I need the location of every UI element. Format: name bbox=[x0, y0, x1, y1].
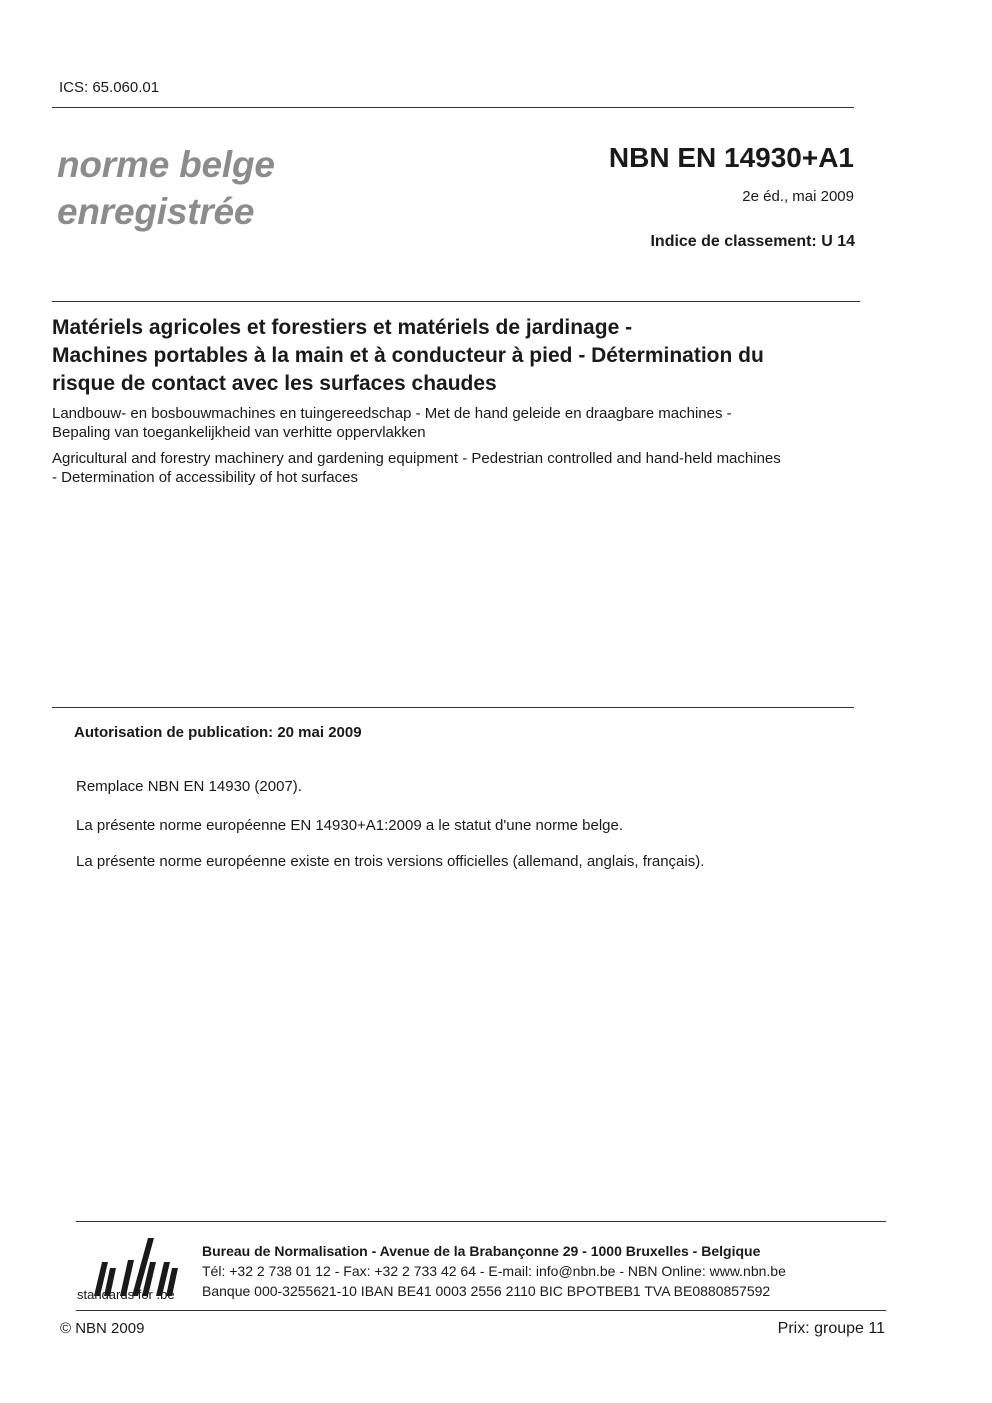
footer-divider-bottom bbox=[76, 1310, 886, 1311]
norme-belge-label bbox=[57, 141, 275, 235]
title-en-line: - Determination of accessibility of hot surfaces bbox=[52, 469, 358, 486]
title-fr-line: risque de contact avec les surfaces chaudes bbox=[52, 372, 497, 395]
footer-divider-top bbox=[76, 1221, 886, 1222]
title-french bbox=[52, 314, 872, 398]
footer-contact-block bbox=[202, 1241, 786, 1301]
body-paragraph: La présente norme européenne EN 14930+A1:2009 a le statut d'une norme belge. bbox=[76, 817, 624, 834]
footer-address: Bureau de Normalisation - Avenue de la Brabançonne 29 - 1000 Bruxelles - Belgique bbox=[202, 1243, 761, 1259]
title-en-line: Agricultural and forestry machinery and gardening equipment - Pedestrian controlled and hand-held machines bbox=[52, 450, 781, 467]
publication-authorization: Autorisation de publication: 20 mai 2009 bbox=[74, 724, 362, 741]
title-fr-line: Matériels agricoles et forestiers et matériels de jardinage - bbox=[52, 316, 633, 339]
title-divider bbox=[52, 301, 860, 302]
standard-number: NBN EN 14930+A1 bbox=[608, 142, 854, 173]
norme-line-2: enregistrée bbox=[57, 191, 255, 232]
title-nl-line: Bepaling van toegankelijkheid van verhitte oppervlakken bbox=[52, 424, 426, 441]
footer-contact: Tél: +32 2 738 01 12 - Fax: +32 2 733 42 64 - E-mail: info@nbn.be - NBN Online: www.nbn.be bbox=[202, 1263, 786, 1279]
body-paragraph: La présente norme européenne existe en trois versions officielles (allemand, anglais, français). bbox=[76, 853, 705, 870]
footer-bank: Banque 000-3255621-10 IBAN BE41 0003 2556 2110 BIC BPOTBEB1 TVA BE0880857592 bbox=[202, 1283, 771, 1299]
copyright: © NBN 2009 bbox=[60, 1320, 145, 1337]
header-divider bbox=[52, 107, 854, 108]
title-dutch bbox=[52, 404, 882, 442]
ics-code: ICS: 65.060.01 bbox=[59, 79, 160, 96]
title-nl-line: Landbouw- en bosbouwmachines en tuingereedschap - Met de hand geleide en draagbare machines - bbox=[52, 405, 732, 422]
logo-caption: standards for .be bbox=[77, 1287, 175, 1302]
edition-date: 2e éd., mai 2009 bbox=[742, 188, 854, 205]
body-paragraph: Remplace NBN EN 14930 (2007). bbox=[76, 778, 302, 795]
body-divider bbox=[52, 707, 854, 708]
price-group: Prix: groupe 11 bbox=[777, 1320, 885, 1337]
norme-line-1: norme belge bbox=[57, 144, 275, 185]
classification-index: Indice de classement: U 14 bbox=[650, 233, 855, 250]
title-english bbox=[52, 449, 882, 487]
title-fr-line: Machines portables à la main et à conducteur à pied - Détermination du bbox=[52, 344, 764, 367]
